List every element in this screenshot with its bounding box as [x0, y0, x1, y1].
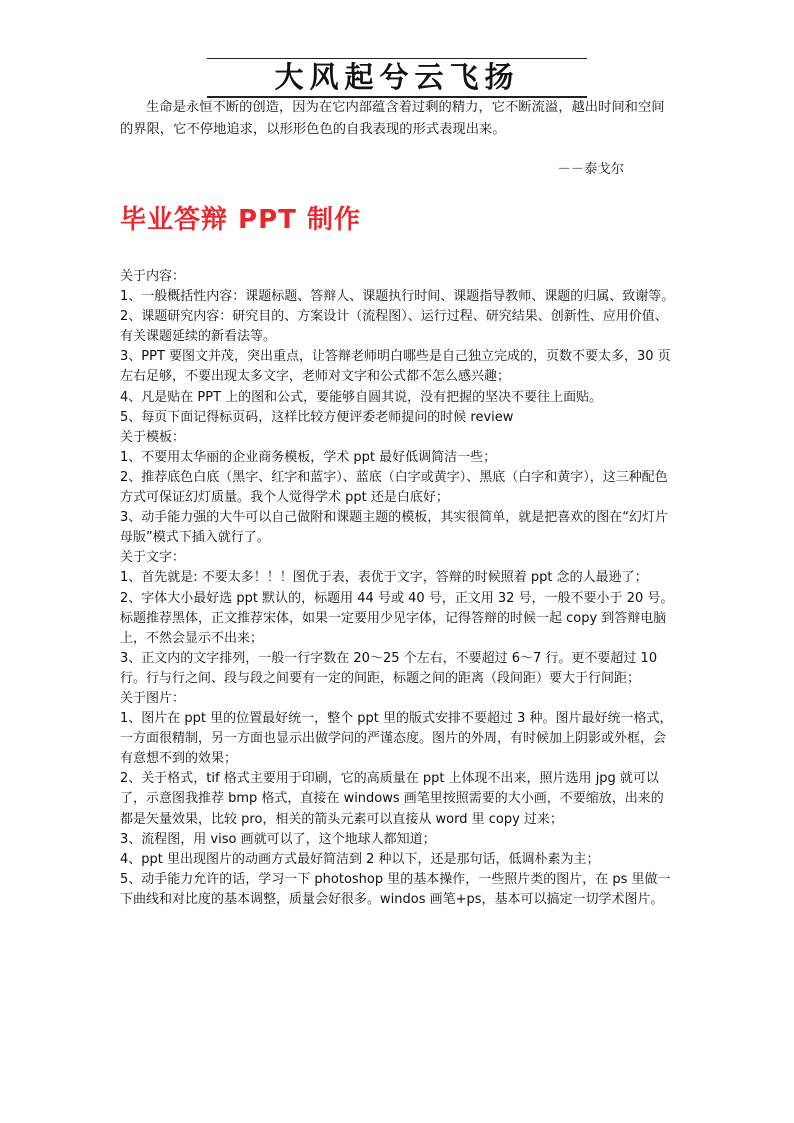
- paragraph: 3、正文内的文字排列，一般一行字数在 20～25 个左右，不要超过 6～7 行。更不要超过 10 行。行与行之间、段与段之间要有一定的间距，标题之间的距离（段间距）要大于行间距；: [120, 650, 658, 686]
- paragraph: 2、推荐底色白底（黑字、红字和蓝字）、蓝底（白字或黄字）、黑底（白字和黄字），这三种配色方式可保证幻灯质量。我个人觉得学术 ppt 还是白底好；: [120, 469, 668, 506]
- header-title: 大风起兮云飞扬: [274, 60, 520, 94]
- paragraph: 3、流程图，用 viso 画就可以了，这个地球人都知道；: [120, 831, 436, 847]
- section-heading-content: 关于内容：: [120, 269, 186, 284]
- paragraph: 2、字体大小最好选 ppt 默认的，标题用 44 号或 40 号，正文用 32 号，一般不要小于 20 号。标题推荐黑体，正文推荐宋体，如果一定要用少见字体，记得答辩的时候一起 copy 到答辩电脑上，不然会显示不出来；: [120, 590, 674, 646]
- paragraph: 1、不要用太华丽的企业商务模板，学术 ppt 最好低调简洁一些；: [120, 449, 497, 465]
- document-title: 毕业答辩 PPT 制作: [120, 205, 361, 235]
- section-heading-template: 关于模板：: [120, 429, 186, 445]
- epigraph-author: －－泰戈尔: [557, 162, 624, 177]
- epigraph-quote: 生命是永恒不断的创造，因为在它内部蕴含着过剩的精力，它不断流溢，越出时间和空间的界限，它不停地追求，以形形色色的自我表现的形式表现出来。: [120, 100, 665, 137]
- paragraph: 5、动手能力允许的话，学习一下 photoshop 里的基本操作，一些照片类的图片，在 ps 里做一下曲线和对比度的基本调整，质量会好很多。windos 画笔+ps，基本可以搞定一切学术图片。: [120, 871, 671, 907]
- paragraph: 3、PPT 要图文并茂，突出重点，让答辩老师明白哪些是自己独立完成的，页数不要太多，30 页左右足够，不要出现太多文字，老师对文字和公式都不怎么感兴趣；: [120, 349, 671, 385]
- section-heading-text: 关于文字：: [120, 550, 186, 566]
- section-heading-images: 关于图片：: [120, 690, 186, 706]
- document-body: [120, 267, 676, 910]
- paragraph: 5、每页下面记得标页码，这样比较方便评委老师提问的时候 review: [120, 409, 514, 425]
- paragraph: 1、首先就是: 不要太多！！！图优于表，表优于文字，答辩的时候照着 ppt 念的人最逊了；: [120, 570, 648, 586]
- paragraph: 1、一般概括性内容：课题标题、答辩人、课题执行时间、课题指导教师、课题的归属、致谢等。: [120, 289, 675, 305]
- paragraph: 2、课题研究内容：研究目的、方案设计（流程图）、运行过程、研究结果、创新性、应用价值、有关课题延续的新看法等。: [120, 309, 668, 345]
- paragraph: 4、凡是贴在 PPT 上的图和公式，要能够自圆其说，没有把握的坚决不要往上面贴。: [120, 389, 603, 405]
- paragraph: 4、ppt 里出现图片的动画方式最好简洁到 2 种以下，还是那句话，低调朴素为主；: [120, 851, 600, 867]
- paragraph: 3、动手能力强的大牛可以自己做附和课题主题的模板，其实很简单，就是把喜欢的图在“幻灯片母版”模式下插入就行了。: [120, 510, 669, 546]
- paragraph: 2、关于格式，tif 格式主要用于印刷，它的高质量在 ppt 上体现不出来，照片选用 jpg 就可以了，示意图我推荐 bmp 格式，直接在 windows 画笔里按照需要的大小画，不要缩放，出来的都是矢量效果，比较 pro，相关的箭头元素可以直接从 word 里 copy 过来；: [120, 771, 664, 827]
- paragraph: 1、图片在 ppt 里的位置最好统一，整个 ppt 里的版式安排不要超过 3 种。图片最好统一格式，一方面很精制，另一方面也显示出做学问的严谨态度。图片的外周，有时候加上阴影或外框，会有意想不到的效果；: [120, 711, 673, 767]
